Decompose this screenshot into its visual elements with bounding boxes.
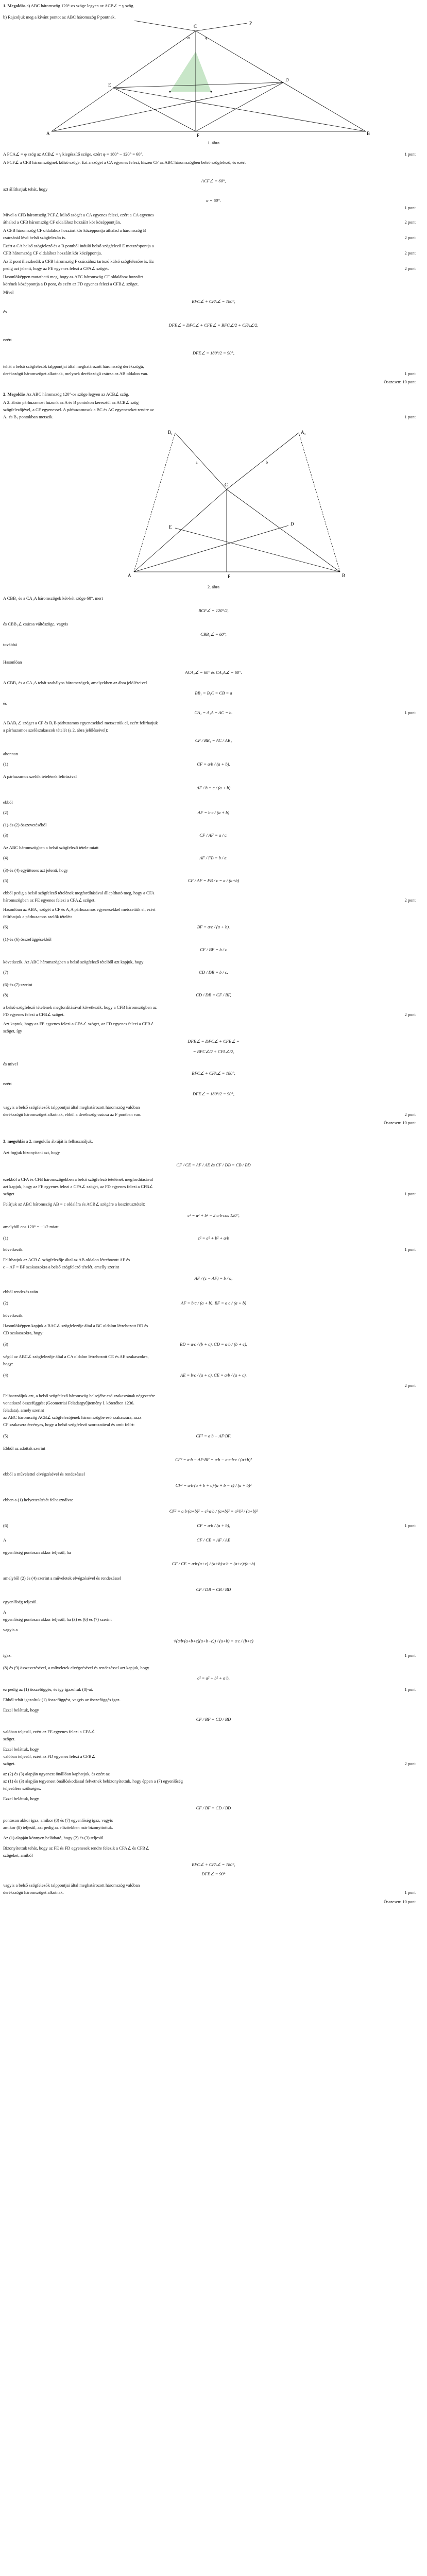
text-line: Ezzel beláttuk, hogy <box>3 1796 39 1801</box>
text-line: A PCA∠ = φ szög az ACB∠ = γ kiegészítő szöge, ezért φ = 180° − 120° = 60°. <box>3 151 144 157</box>
text-line: A párhuzamos szelők tételének felírásával <box>3 774 77 779</box>
text-line: Mivel a CFB háromszög PCF∠ külső szögét a CA egyenes felezi, ezért a CA egyenes <box>3 212 154 217</box>
score: 1 pont <box>404 371 416 376</box>
label-phi: φ <box>205 36 208 40</box>
solution-3-title: 3. megoldás <box>3 1139 25 1144</box>
text-line: ezért <box>3 337 12 342</box>
text-line: háromszögben az FE egyenes felezi a CFA∠ szöget. <box>3 897 96 903</box>
text-line: hogy: <box>3 1361 13 1366</box>
text-line: áthalad a CFB háromszög CF oldalához hozzáírt kör középpontján. <box>3 219 121 225</box>
equation: CF / CE = AF / AE <box>196 1537 231 1543</box>
text-line: ebből a művelettel elvégzésével és rendezéssel <box>3 1471 85 1477</box>
text-line: ebből rendezés után <box>3 1289 38 1294</box>
label-C: C <box>225 482 228 487</box>
text-line: (1)-és (6) összefüggésekből <box>3 937 52 942</box>
score: 2 pont <box>404 1012 416 1017</box>
figure-1-point <box>169 91 171 93</box>
score: 2 pont <box>404 235 416 240</box>
text-line: A CBB₁ és a CA₁A háromszögek két-két szöge 60°, mert <box>3 596 103 601</box>
equation: CF / BF = b / c <box>200 947 227 952</box>
text-line: a belső szögfelező tételének megfordításával következik, hogy a CFB háromszögben az <box>3 1005 157 1010</box>
text-line: Azt fogjuk bizonyítani azt, hogy <box>3 1150 60 1155</box>
label-B: B <box>367 131 370 136</box>
text-line: Hasonlóan <box>3 659 22 665</box>
equation: DFE∠ = DFC∠ + CFE∠ = <box>187 1039 240 1044</box>
text-line: ebből pedig a belső szögfelező tételének megfordításával állapítható meg, hogy a CFA <box>3 890 155 895</box>
equation-number: (6) <box>3 924 8 929</box>
text-line: Hasonlóképpen mutatható meg, hogy az AFC háromszög CF oldalához hozzáírt <box>3 274 143 279</box>
solution-2-heading <box>3 392 333 397</box>
text-line: vonatkozó összefüggést (Geometriai Feladatgyűjtemény I. kötetében 1236. <box>3 1400 134 1405</box>
equation-number: (2) <box>3 1300 8 1306</box>
text-line: következik. <box>3 1313 24 1318</box>
solution-1-heading <box>3 3 333 9</box>
text-line: ez pedig az (1) összefüggés, és így igazoltuk (8)-at. <box>3 1687 93 1692</box>
text-line: tehát a belső szögfelezők talppontjai által meghatározott háromszög derékszögű, <box>3 364 144 369</box>
text-line: ezért <box>3 1081 12 1086</box>
text-line: körének középpontja a D pont, és ezért az FD egyenes felezi a CFB∠ szöget. <box>3 281 139 286</box>
solution-2-title: 2. Megoldás <box>3 392 26 397</box>
figure-2-line <box>299 433 340 572</box>
text-line: azt állíthatjuk tehát, hogy <box>3 187 48 192</box>
text-line: szöget, így <box>3 1028 22 1033</box>
score: 2 pont <box>404 1761 416 1766</box>
equation-number: (3) <box>3 1342 8 1347</box>
text-line: A PCF∠ a CFB háromszögnek külső szöge. Ezt a szöget a CA egyenes felezi, hiszen CF az ABC háromszögben belső szögfelező, és ezért <box>3 160 246 165</box>
text-line: CD szakaszokra, hogy: <box>3 1330 44 1335</box>
solution-3-heading <box>3 1139 333 1144</box>
text-line: amikor (8) teljesül, azt pedig az előzőekben már bizonyítottuk. <box>3 1825 113 1830</box>
text-line: derékszögű háromszöget alkotnak, ebből a derékszög csúcsa az F pontban van. <box>3 1112 142 1117</box>
equation: α = 60°. <box>206 198 221 203</box>
text-line: Ezzel beláttuk, hogy <box>3 1707 39 1713</box>
text-line: csúcsánál lévő belső szögfelezőn is. <box>3 235 66 240</box>
figure-1-caption: 1. ábra <box>207 140 220 145</box>
figure-1-line <box>113 88 366 131</box>
figure-1-line <box>113 88 196 131</box>
text-line: FD egyenes felezi a CFB∠ szöget. <box>3 1012 65 1017</box>
figure-1-line <box>134 21 196 31</box>
text-line: A₁ és B₁ pontokban metszik. <box>3 414 54 419</box>
equation-number: (2) <box>3 810 8 815</box>
equation: CF = a·b / (a + b). <box>197 761 230 767</box>
figure-1 <box>41 21 371 139</box>
text-line: Hasonlóan az ABA₁ szögét a CF és A₁A párhuzamos egyenesekkel metszettük el, ezért <box>3 907 156 912</box>
text-line: vagyis a <box>3 1627 18 1632</box>
equation-number: (1) <box>3 1235 8 1241</box>
equation: AF = b·c / (a + b) <box>197 810 230 815</box>
equation: ACA₁∠ = 60° és CA₁A∠ = 60°. <box>185 670 242 675</box>
text-line: az ABC háromszög ACB∠ szögfelezőjének háromszögbe eső szakaszára, azaz <box>3 1415 142 1420</box>
equation: CF = a·b / (a + b), <box>197 1523 230 1528</box>
text-line: szöget. <box>3 1736 15 1741</box>
equation: BFC∠ + CFA∠ = 180°, <box>192 1862 235 1867</box>
equation-number: (4) <box>3 855 8 860</box>
text-line: a párhuzamos szelőszakaszok tételét (a 2. ábra jelöléseivel): <box>3 727 108 733</box>
score: 2 pont <box>404 219 416 225</box>
text-line: A CFB háromszög CF oldalához hozzáírt kör középpontja áthalad a háromszög B <box>3 228 146 233</box>
text-line: derékszögű háromszöget alkotnak, melynek derékszögű csúcsa az AB oldalon van. <box>3 371 148 376</box>
score: 2 pont <box>404 250 416 256</box>
equation: BF = a·c / (a + b). <box>197 924 230 929</box>
text-line: ahonnan <box>3 751 18 756</box>
label-F: F <box>228 574 231 579</box>
text-line: továbbá <box>3 642 17 647</box>
equation: CD / DB = CF / BF, <box>196 992 231 997</box>
text-line: egyenlőség pontosan akkor teljesül, ha <box>3 1550 71 1555</box>
equation: AF = b·c / (a + b), BF = a·c / (a + b) <box>181 1300 246 1306</box>
equation: c² = a² + b² + a·b, <box>197 1675 230 1681</box>
text-line: következik. <box>3 1247 24 1252</box>
equation: BCF∠ = 120°/2, <box>198 608 229 613</box>
equation: AE = b·c / (a + c), CE = a·b / (a + c). <box>180 1372 247 1378</box>
equation: CD / DB = b / c. <box>199 970 228 975</box>
equation: c² = a² + b² − 2·a·b·cos 120°, <box>187 1213 240 1218</box>
text-line: CFB háromszög CF oldalához hozzáírt kör középpontja. <box>3 250 102 256</box>
equation: √(a·b·(a+b+c)(a+b−c)) / (a+b) = a·c / (b+c) <box>174 1638 253 1643</box>
score: 1 pont <box>404 1191 416 1196</box>
equation-number: (7) <box>3 970 8 975</box>
score: 1 pont <box>404 1523 416 1528</box>
text-line: vagyis a belső szögfelezők talppontjai által meghatározott háromszög valóban <box>3 1105 140 1110</box>
text-line: Felírhatjuk az ACB∠ szögfelezője által az AB oldalon létrehozott AF és <box>3 1257 130 1262</box>
figure-1-point <box>211 91 212 93</box>
equation: CF / BF = CD / BD <box>196 1717 231 1722</box>
text-line: Azt kaptuk, hogy az FE egyenes felezi a CFA∠ szöget, az FD egyenes felezi a CFB∠ <box>3 1021 155 1026</box>
figure-1-line <box>52 82 283 131</box>
text-line: feladata), amely szerint <box>3 1408 44 1413</box>
score: 2 pont <box>404 1383 416 1388</box>
equation: DFE∠ = DFC∠ + CFE∠ = BFC∠/2 + CFA∠/2, <box>168 323 259 328</box>
label-D: D <box>285 77 289 82</box>
text-line: ezekből a CFA és CFB háromszögekben a belső szögfelező tételének megfordításával <box>3 1177 153 1182</box>
label-B: B <box>342 573 346 578</box>
text-line: valóban teljesül, ezért az FE egyenes felezi a CFA∠ <box>3 1729 95 1734</box>
score: 1 pont <box>404 1687 416 1692</box>
equation: BFC∠ + CFA∠ = 180°, <box>192 299 235 304</box>
text-line: Mivel <box>3 290 14 295</box>
text-line: Felhasználjuk azt, a belső szögfelező háromszög belsejébe eső szakaszának négyzetére <box>3 1393 156 1398</box>
label-A: A <box>128 573 131 578</box>
figure-2-caption: 2. ábra <box>207 584 220 589</box>
label-D: D <box>291 521 294 527</box>
score: 2 pont <box>404 897 416 903</box>
equation: BD = a·c / (b + c), CD = a·b / (b + c), <box>180 1342 247 1347</box>
text-line: CF szakaszra érvényes, hogy a belső szögfelező szorozatával és amit felírt: <box>3 1422 135 1427</box>
label-a: a <box>196 460 198 465</box>
equation: ACF∠ = 60°, <box>201 178 226 183</box>
text-line: szöget. <box>3 1761 15 1766</box>
problem-a: a) ABC háromszög 120°-os szöge legyen az ACB∠ = γ szög. <box>26 3 134 8</box>
equation: c² = a² + b² + a·b <box>198 1235 229 1241</box>
text-line: az (1) és (3) alapján tegyenest önállóskodással felvetnek bebizonyítottuk, hogy éppen a (7) egyenlőség <box>3 1778 183 1784</box>
label-b: b <box>266 460 268 465</box>
score: 1 pont <box>404 1653 416 1658</box>
equation-number: (5) <box>3 878 8 883</box>
label-E: E <box>108 82 111 88</box>
total-score: Összesen: 10 pont <box>384 1120 416 1125</box>
equation: CF² = a·b·(a+b)² − c²·a·b / (a+b)² = a²·b² / (a+b)² <box>169 1509 258 1514</box>
text-line: (6)-és (7) szerint <box>3 982 32 987</box>
figure-1-line <box>196 23 247 31</box>
text-line: a 2. megoldás ábráját is felhasználjuk. <box>26 1139 93 1144</box>
equation: AF / (c − AF) = b / a, <box>194 1276 233 1281</box>
figure-2-line <box>227 489 340 572</box>
text-line: egyenlőség teljesül. <box>3 1599 38 1604</box>
equation: CBB₁∠ = 60°, <box>200 632 227 637</box>
text-line: Ezért a CA belső szögfelező és a B pontból induló belső szögfelező E metszéspontja a <box>3 243 154 248</box>
score: 2 pont <box>404 266 416 271</box>
equation-number: (3) <box>3 833 8 838</box>
figure-2 <box>72 428 361 582</box>
equation: CF² = a·b − AF·BF = a·b − a·c·b·c / (a+b)² <box>175 1457 252 1462</box>
text-line: végül az ABC∠ szögfelezője által a CA oldalon létrehozott CE és AE szakaszokra, <box>3 1354 149 1359</box>
label-E: E <box>169 524 172 530</box>
text-line: egyenlőség pontosan akkor teljesül, ha (3) és (6) és (7) szerint <box>3 1617 112 1622</box>
text-line: teljesülése szükséges. <box>3 1786 41 1791</box>
equation: CA₁ = A₁A = AC = b. <box>194 710 233 715</box>
label-P: P <box>249 21 252 26</box>
equation: CF / AF = a / c. <box>199 833 228 838</box>
text-line: Az (1) alapján könnyen belátható, hogy (2) és (3) teljesül. <box>3 1835 105 1840</box>
equation: CF² = a·b − AF·BF. <box>196 1433 231 1438</box>
figure-1-line <box>196 31 366 131</box>
text-line: szögfelezőjével, a CF egyenessel. A párhuzamosok a BC és AC egyeneseket rendre az <box>3 407 154 412</box>
text-line: Az ABC háromszög 120°-os szöge legyen az ACB∠ szög. <box>26 392 129 397</box>
figure-2-line <box>134 489 227 572</box>
label-alpha: α <box>187 36 190 40</box>
text-line: amelyből cos 120° = −1/2 miatt <box>3 1224 59 1229</box>
text-line: Ebből az adottak szerint <box>3 1446 45 1451</box>
text-line: Ezzel beláttuk, hogy <box>3 1747 39 1752</box>
equation: DFE∠ = 90° <box>201 1871 226 1876</box>
text-line: Bizonyítottuk tehát, hogy az FE és FD egyenesek rendre felezik a CFA∠ és CFB∠ <box>3 1845 149 1851</box>
text-line: ebben a (1) helyettesítését felhasználva: <box>3 1497 73 1502</box>
text-line: A 2. ábrán párhuzamost húzunk az A és B pontokon keresztül az ACB∠ szög <box>3 400 139 405</box>
equation-number: (4) <box>3 1372 8 1378</box>
problem-b: b) Rajzoljuk meg a kívánt pontot az ABC háromszög P pontnak. <box>3 14 116 20</box>
text-line: pedig azt jelenti, hogy az FE egyenes felezi a CFA∠ szöget. <box>3 266 109 271</box>
equation-number: (8) <box>3 992 8 997</box>
equation: BFC∠ + CFA∠ = 180°, <box>192 1071 235 1076</box>
label-A: A <box>46 131 50 136</box>
text-line: szöget. <box>3 1191 15 1196</box>
equation: BB₁ = B₁C = CB = a <box>195 690 232 696</box>
text-line: c − AF = BF szakaszokra a belső szögfelező tételét, amelly szerint <box>3 1264 119 1269</box>
figure-2-line <box>175 433 227 489</box>
score: 1 pont <box>404 205 416 210</box>
text-line: Az ABC háromszögben a belső szögfelező tétele miatt <box>3 845 99 850</box>
figure-2-line <box>227 433 299 489</box>
text-line: (8) és (9) összevetésével, a műveletek elvégzésével és rendezéssel azt kapjuk, hogy <box>3 1665 149 1670</box>
score: 1 pont <box>404 1247 416 1252</box>
label-A1: A₁ <box>301 430 306 435</box>
text-line: következik. Az ABC háromszögben a belső szögfelező tételből azt kapjuk, hogy <box>3 959 144 964</box>
score: 1 pont <box>404 414 416 419</box>
total-score: Összesen: 10 pont <box>384 379 416 384</box>
text-line: (1)-és (2) összevetéséből <box>3 822 47 827</box>
text-line: ebből <box>3 800 13 805</box>
equation: CF / CE = AF / AE és CF / DB = CB / BD <box>176 1162 251 1167</box>
score: 1 pont <box>404 710 416 715</box>
score: 2 pont <box>404 1112 416 1117</box>
text-line: derékszögű háromszöget alkotnak. <box>3 1890 64 1895</box>
equation: CF / AF = FB / c = a / (a+b) <box>187 878 240 883</box>
text-line: Ebből tehát igazoltuk (1) összefüggést, vagyis az összefüggés igaz. <box>3 1697 121 1702</box>
text-line: szögeket, amiből <box>3 1853 33 1858</box>
text-line: és CBB₁∠ csúcsa váltószöge, vagyis <box>3 621 69 626</box>
text-line: és mivel <box>3 1061 18 1066</box>
equation: AF / b = c / (a + b) <box>196 785 231 790</box>
text-line: A <box>3 1537 7 1543</box>
text-line: és <box>3 701 7 706</box>
equation: = BFC∠/2 + CFA∠/2, <box>193 1049 234 1054</box>
text-line: Felírjuk az ABC háromszög AB = c oldalára és ACB∠ szögére a koszinusztételt: <box>3 1201 145 1207</box>
equation-number: (6) <box>3 1523 8 1528</box>
text-line: amelyből (2) és (4) szerint a műveletek elvégzésével és rendezéssel <box>3 1575 122 1581</box>
figure-2-line <box>134 433 175 572</box>
label-F: F <box>197 133 200 138</box>
equation: CF / BB₁ = AC / AB₁ <box>195 738 232 743</box>
text-line: azt kapjuk, hogy az FE egyenes felezi a CFA∠ szöget, az FD egyenes felezi a CFB∠ <box>3 1184 153 1189</box>
text-line: A <box>3 1609 7 1615</box>
text-line: és <box>3 309 7 314</box>
label-B1: B₁ <box>168 430 173 435</box>
figure-2-line <box>134 526 288 572</box>
equation: CF² = a·b·(a + b + c)·(a + b − c) / (a + b)² <box>175 1483 252 1488</box>
text-line: vagyis a belső szögfelezők talppontjai által meghatározott háromszög valóban <box>3 1883 140 1888</box>
equation: AF / FB = b / a. <box>199 855 228 860</box>
text-line: felírhatjuk a párhuzamos szelők tételét: <box>3 914 72 919</box>
text-line: A BAB₁∠ szöget a CF és B₁B párhuzamos egyenesekkel metszettük el, ezért felírhatjuk <box>3 720 158 725</box>
score: 1 pont <box>404 1890 416 1895</box>
label-C: C <box>194 24 197 29</box>
text-line: valóban teljesül, ezért az FD egyenes felezi a CFB∠ <box>3 1754 96 1759</box>
text-line: Az E pont illeszkedik a CFB háromszög F csúcsához tartozó külső szögfelezőre is. Ez <box>3 259 154 264</box>
equation-number: (1) <box>3 761 8 767</box>
text-line: Hasonlóképpen kapjuk a BAC∠ szögfelezője által a BC oldalon létrehozott BD és <box>3 1323 148 1328</box>
text-line: pontosan akkor igaz, amikor (8) és (7) egyenlőség igaz, vagyis <box>3 1818 113 1823</box>
text-line: A CBB₁ és a CA₁A tehát szabályos háromszögek, amelyekben az ábra jelöléseivel <box>3 680 147 685</box>
text-line: igaz. <box>3 1653 12 1658</box>
score: 1 pont <box>404 151 416 157</box>
total-score: Összesen: 10 pont <box>384 1899 416 1904</box>
equation: DFE∠ = 180°/2 = 90°, <box>193 1091 234 1096</box>
text-line: az (2) és (3) alapján ugyanezt önállóan kaphatjuk, és ezért az <box>3 1771 110 1776</box>
text-line: (3)-és (4) együtteses azt jelenti, hogy <box>3 868 69 873</box>
solution-1-title: 1. Megoldás <box>3 3 26 8</box>
equation: DFE∠ = 180°/2 = 90°, <box>193 350 234 355</box>
equation-number: (5) <box>3 1433 8 1438</box>
equation: CF / BF = CD / BD <box>196 1805 231 1810</box>
equation: CF / DB = CB / BD <box>196 1587 231 1592</box>
equation: CF / CE = a·b·(a+c) / (a+b)·a·b = (a+c)/(a+b) <box>172 1561 255 1566</box>
